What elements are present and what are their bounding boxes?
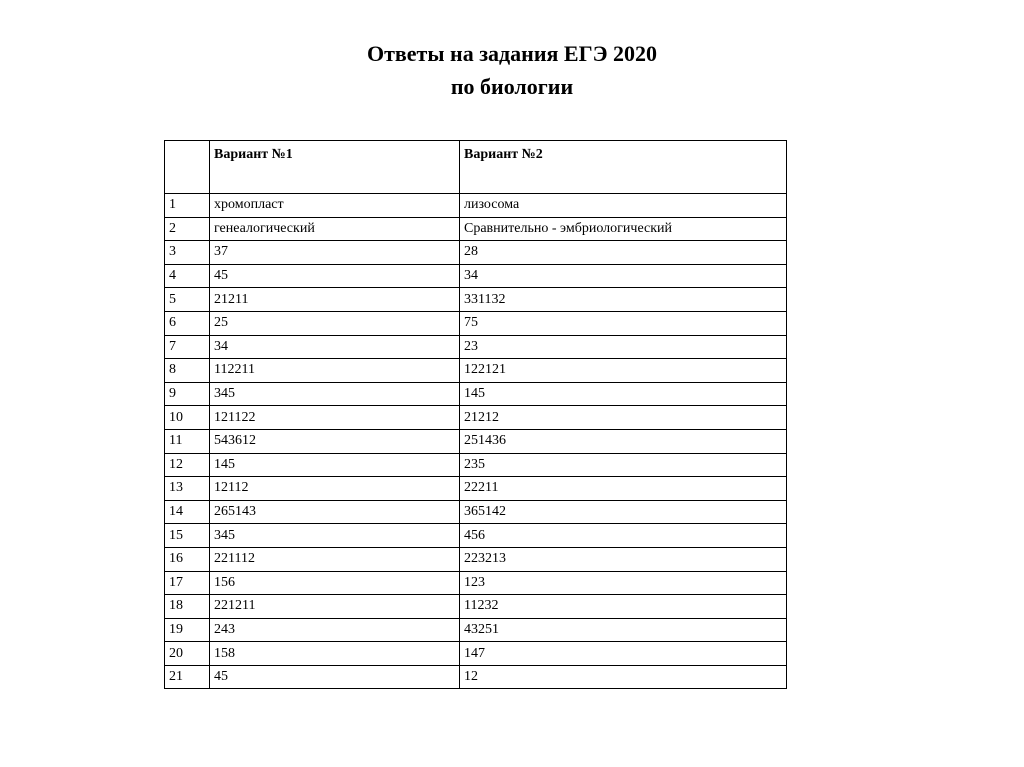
task-number: 4	[165, 264, 210, 288]
variant-2-answer: 23	[460, 335, 787, 359]
table-row	[165, 194, 787, 218]
table-row	[165, 477, 787, 501]
variant-2-answer: 11232	[460, 595, 787, 619]
variant-2-answer: 22211	[460, 477, 787, 501]
table-row	[165, 311, 787, 335]
table-row	[165, 264, 787, 288]
table-body	[165, 194, 787, 689]
variant-2-answer: 34	[460, 264, 787, 288]
variant-1-answer: 37	[210, 241, 460, 265]
variant-1-answer: генеалогический	[210, 217, 460, 241]
variant-2-answer: 223213	[460, 547, 787, 571]
variant-2-answer: 456	[460, 524, 787, 548]
table-row	[165, 241, 787, 265]
table-row	[165, 335, 787, 359]
table-header-row	[165, 141, 787, 194]
task-number: 13	[165, 477, 210, 501]
variant-2-answer: 12	[460, 665, 787, 689]
table-row	[165, 524, 787, 548]
table-row	[165, 453, 787, 477]
task-number: 6	[165, 311, 210, 335]
variant-1-answer: 345	[210, 524, 460, 548]
table-row	[165, 429, 787, 453]
header-variant-2: Вариант №2	[460, 141, 787, 194]
variant-1-answer: 112211	[210, 359, 460, 383]
variant-2-answer: 43251	[460, 618, 787, 642]
variant-2-answer: лизосома	[460, 194, 787, 218]
variant-2-answer: Сравнительно - эмбриологический	[460, 217, 787, 241]
answers-table	[164, 140, 787, 689]
variant-1-answer: 243	[210, 618, 460, 642]
table-row	[165, 547, 787, 571]
variant-2-answer: 365142	[460, 500, 787, 524]
task-number: 10	[165, 406, 210, 430]
variant-1-answer: 25	[210, 311, 460, 335]
task-number: 12	[165, 453, 210, 477]
header-variant-1: Вариант №1	[210, 141, 460, 194]
task-number: 21	[165, 665, 210, 689]
task-number: 19	[165, 618, 210, 642]
variant-2-answer: 21212	[460, 406, 787, 430]
variant-1-answer: 45	[210, 665, 460, 689]
table-row	[165, 642, 787, 666]
table-row	[165, 571, 787, 595]
variant-1-answer: 121122	[210, 406, 460, 430]
variant-1-answer: 21211	[210, 288, 460, 312]
table-row	[165, 406, 787, 430]
header-number	[165, 141, 210, 194]
table-row	[165, 359, 787, 383]
table-row	[165, 618, 787, 642]
variant-1-answer: 265143	[210, 500, 460, 524]
task-number: 17	[165, 571, 210, 595]
page-subtitle: по биологии	[450, 74, 574, 99]
task-number: 2	[165, 217, 210, 241]
variant-2-answer: 145	[460, 382, 787, 406]
task-number: 16	[165, 547, 210, 571]
variant-1-answer: 158	[210, 642, 460, 666]
task-number: 9	[165, 382, 210, 406]
variant-1-answer: 34	[210, 335, 460, 359]
variant-2-answer: 331132	[460, 288, 787, 312]
task-number: 1	[165, 194, 210, 218]
page-title: Ответы на задания ЕГЭ 2020	[366, 41, 658, 66]
variant-1-answer: 156	[210, 571, 460, 595]
task-number: 8	[165, 359, 210, 383]
task-number: 20	[165, 642, 210, 666]
task-number: 5	[165, 288, 210, 312]
task-number: 11	[165, 429, 210, 453]
variant-1-answer: 12112	[210, 477, 460, 501]
task-number: 14	[165, 500, 210, 524]
variant-1-answer: 145	[210, 453, 460, 477]
table-row	[165, 500, 787, 524]
variant-1-answer: 45	[210, 264, 460, 288]
task-number: 3	[165, 241, 210, 265]
variant-2-answer: 147	[460, 642, 787, 666]
variant-1-answer: 221112	[210, 547, 460, 571]
task-number: 7	[165, 335, 210, 359]
variant-2-answer: 123	[460, 571, 787, 595]
variant-2-answer: 28	[460, 241, 787, 265]
variant-1-answer: 221211	[210, 595, 460, 619]
task-number: 18	[165, 595, 210, 619]
variant-2-answer: 235	[460, 453, 787, 477]
variant-1-answer: хромопласт	[210, 194, 460, 218]
variant-1-answer: 345	[210, 382, 460, 406]
variant-1-answer: 543612	[210, 429, 460, 453]
table-row	[165, 595, 787, 619]
variant-2-answer: 251436	[460, 429, 787, 453]
table-row	[165, 665, 787, 689]
variant-2-answer: 122121	[460, 359, 787, 383]
table-row	[165, 217, 787, 241]
task-number: 15	[165, 524, 210, 548]
table-row	[165, 382, 787, 406]
variant-2-answer: 75	[460, 311, 787, 335]
table-row	[165, 288, 787, 312]
